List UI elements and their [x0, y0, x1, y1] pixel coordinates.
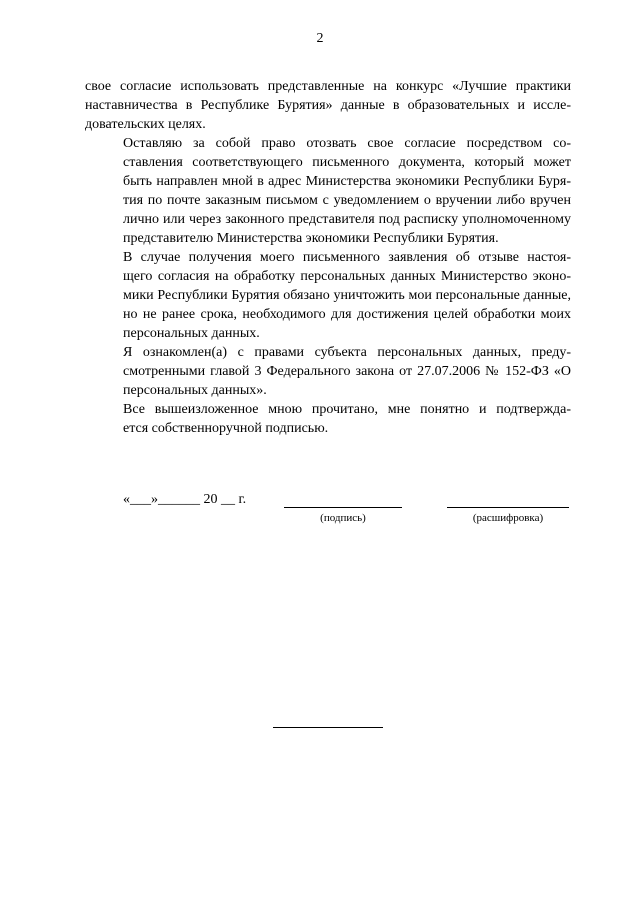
text-line: наставничества в Республике Бурятия» данные в образовательных и иссле-	[85, 98, 571, 113]
text-line: В случае получения моего письменного заявления об отзыве настоя-	[123, 250, 571, 265]
text-line: смотренными главой 3 Федерального закона от 27.07.2006 № 152-ФЗ «О	[123, 364, 571, 379]
decryption-line	[447, 507, 569, 508]
end-of-document-rule	[273, 727, 383, 728]
paragraph-consent-usage	[85, 77, 571, 134]
paragraph-data-destruction	[85, 248, 571, 343]
text-line: довательских целях.	[85, 117, 206, 132]
paragraph-confirmation	[85, 400, 571, 438]
text-line: щего согласия на обработку персональных данных Министерство эконо-	[123, 269, 571, 284]
text-line: ставления соответствующего письменного документа, который может	[123, 155, 571, 170]
text-line: лично или через законного представителя под расписку уполномоченному	[123, 212, 571, 227]
text-line: персональных данных».	[123, 383, 267, 398]
text-line: свое согласие использовать представленные на конкурс «Лучшие практики	[85, 79, 571, 94]
document-body	[85, 77, 571, 438]
text-line: быть направлен мной в адрес Министерства экономики Республики Буря-	[123, 174, 571, 189]
paragraph-withdrawal-right	[85, 134, 571, 248]
text-line: Оставляю за собой право отозвать свое согласие посредством со-	[123, 136, 571, 151]
text-line: Все вышеизложенное мною прочитано, мне понятно и подтвержда-	[123, 402, 571, 417]
decryption-caption: (расшифровка)	[472, 512, 544, 524]
text-line: но не ранее срока, необходимого для достижения целей обработки моих	[123, 307, 571, 322]
signature-caption: (подпись)	[320, 512, 366, 524]
signature-block	[0, 492, 640, 532]
paragraph-rights-acknowledgement	[85, 343, 571, 400]
page-number: 2	[316, 31, 324, 46]
text-line: мики Республики Бурятия обязано уничтожить мои персональные данные,	[123, 288, 571, 303]
text-line: Я ознакомлен(а) с правами субъекта персональных данных, преду-	[123, 345, 571, 360]
text-line: тия по почте заказным письмом с уведомлением о вручении либо вручен	[123, 193, 571, 208]
date-field: «___»______ 20 __ г.	[123, 492, 247, 507]
text-line: персональных данных.	[123, 326, 260, 341]
text-line: ется собственноручной подписью.	[123, 421, 329, 436]
text-line: представителю Министерства экономики Республики Бурятия.	[123, 231, 499, 246]
signature-line	[284, 507, 402, 508]
